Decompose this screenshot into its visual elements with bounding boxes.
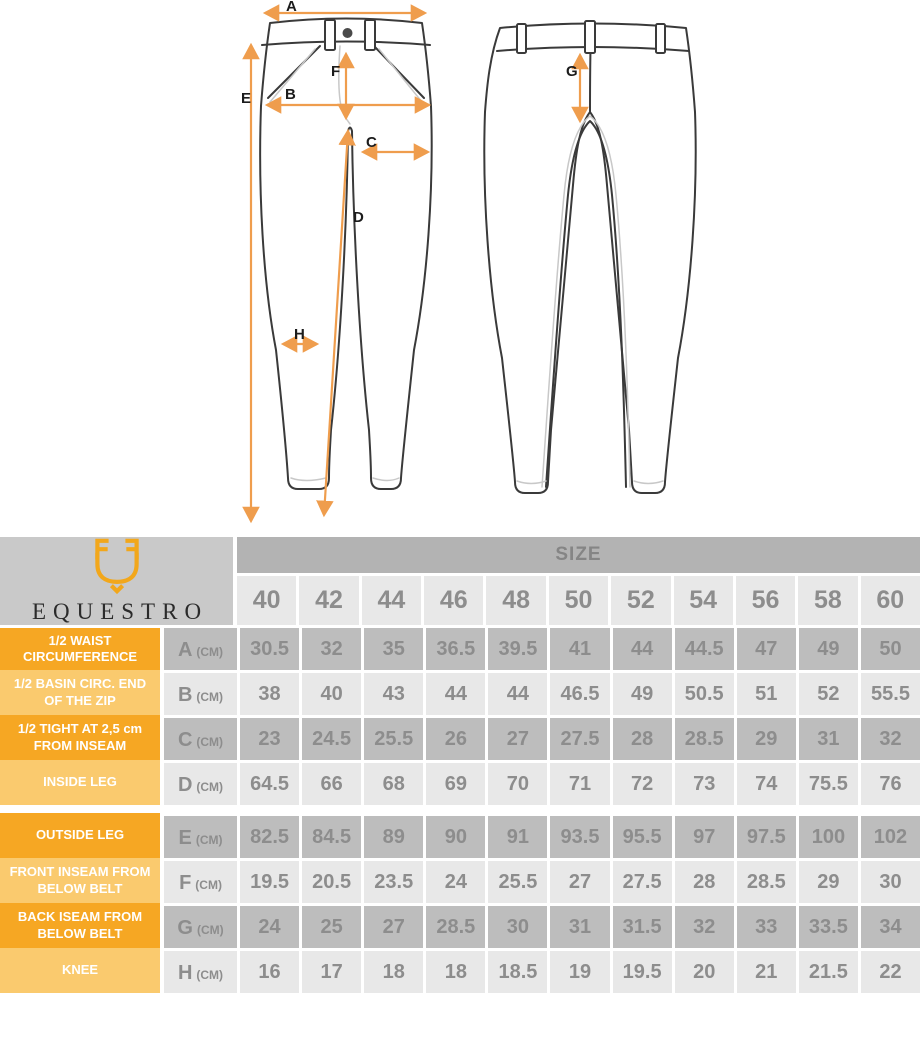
value-cell: 32 [672, 903, 734, 948]
value-cell: 23.5 [361, 858, 423, 903]
rows-group-upper [0, 625, 920, 805]
front-belt-loop-left [325, 20, 335, 50]
value-cell: 70 [485, 760, 547, 805]
size-col-header: 60 [858, 573, 920, 625]
measure-label-c: C [366, 134, 377, 151]
value-cell: 19.5 [237, 858, 299, 903]
measure-unit: (CM) [196, 690, 224, 704]
back-belt-loop-center [585, 21, 595, 53]
value-cell: 30 [858, 858, 920, 903]
brand-cell [0, 537, 237, 625]
measure-letter: G [177, 917, 193, 939]
value-cell: 46.5 [547, 670, 609, 715]
measure-letter-cell [160, 858, 237, 903]
size-col-header: 54 [671, 573, 733, 625]
value-cell: 49 [610, 670, 672, 715]
measure-unit: (CM) [196, 780, 224, 794]
back-belt-loop-left [517, 24, 526, 53]
measure-row-label: BACK ISEAM FROM BELOW BELT [0, 903, 160, 948]
value-cell: 31 [547, 903, 609, 948]
measure-unit: (CM) [195, 833, 223, 847]
value-cell: 41 [547, 625, 609, 670]
measure-letter: E [178, 827, 192, 849]
value-cell: 21 [734, 948, 796, 993]
front-belt-loop-right [365, 20, 375, 50]
value-cell: 95.5 [610, 813, 672, 858]
measure-letter: C [177, 729, 193, 751]
value-cell: 84.5 [299, 813, 361, 858]
value-cell: 20 [672, 948, 734, 993]
value-cell: 39.5 [485, 625, 547, 670]
size-col-header: 48 [483, 573, 545, 625]
table-row [0, 813, 920, 858]
value-cell: 34 [858, 903, 920, 948]
value-cell: 24 [423, 858, 485, 903]
value-cell: 40 [299, 670, 361, 715]
measure-unit: (CM) [195, 878, 222, 892]
size-col-header: 46 [421, 573, 483, 625]
table-header [0, 537, 920, 625]
value-cell: 29 [796, 858, 858, 903]
value-cell: 35 [361, 625, 423, 670]
value-cell: 18 [423, 948, 485, 993]
value-cell: 76 [858, 760, 920, 805]
value-cell: 75.5 [796, 760, 858, 805]
value-cell: 74 [734, 760, 796, 805]
measure-row-label: 1/2 BASIN CIRC. END OF THE ZIP [0, 670, 160, 715]
measure-letter-cell [160, 625, 237, 670]
value-cell: 20.5 [299, 858, 361, 903]
value-cell: 66 [299, 760, 361, 805]
value-cell: 30 [485, 903, 547, 948]
rows-group-lower [0, 813, 920, 993]
value-cell: 21.5 [796, 948, 858, 993]
value-cell: 32 [858, 715, 920, 760]
measure-row-label: INSIDE LEG [0, 760, 160, 805]
value-cell: 36.5 [423, 625, 485, 670]
measure-unit: (CM) [196, 923, 224, 937]
measure-row-label: FRONT INSEAM FROM BELOW BELT [0, 858, 160, 903]
table-row [0, 858, 920, 903]
value-cell: 27 [485, 715, 547, 760]
value-cell: 72 [610, 760, 672, 805]
table-row [0, 903, 920, 948]
table-row [0, 670, 920, 715]
value-cell: 28.5 [734, 858, 796, 903]
value-cell: 49 [796, 625, 858, 670]
size-table [0, 537, 920, 993]
value-cell: 24 [237, 903, 299, 948]
value-cell: 73 [672, 760, 734, 805]
value-cell: 28.5 [423, 903, 485, 948]
measure-letter-cell [160, 715, 237, 760]
back-view-drawing [484, 21, 695, 493]
size-col-header: 40 [237, 573, 296, 625]
value-cell: 38 [237, 670, 299, 715]
measure-label-b: B [285, 86, 296, 103]
header-columns [237, 537, 920, 625]
measure-row-label: OUTSIDE LEG [0, 813, 160, 858]
value-cell: 31.5 [610, 903, 672, 948]
measure-letter: A [177, 639, 193, 661]
value-cell: 17 [299, 948, 361, 993]
value-cell: 47 [734, 625, 796, 670]
measure-letter: H [177, 962, 193, 984]
value-cell: 28 [610, 715, 672, 760]
value-cell: 89 [361, 813, 423, 858]
value-cell: 31 [796, 715, 858, 760]
measure-label-f: F [331, 63, 341, 80]
value-cell: 102 [858, 813, 920, 858]
brand-name: EQUESTRO [31, 599, 209, 624]
measure-unit: (CM) [196, 645, 224, 659]
value-cell: 18.5 [485, 948, 547, 993]
value-cell: 68 [361, 760, 423, 805]
value-cell: 82.5 [237, 813, 299, 858]
measure-letter: B [177, 684, 193, 706]
value-cell: 91 [485, 813, 547, 858]
value-cell: 19.5 [610, 948, 672, 993]
measure-letter-cell [160, 948, 237, 993]
measure-letter-cell [160, 670, 237, 715]
table-row [0, 760, 920, 805]
measure-row-label: 1/2 WAIST CIRCUMFERENCE [0, 625, 160, 670]
measure-letter: D [177, 774, 193, 796]
value-cell: 44 [485, 670, 547, 715]
measure-row-label: KNEE [0, 948, 160, 993]
value-cell: 55.5 [858, 670, 920, 715]
measure-unit: (CM) [196, 968, 224, 982]
value-cell: 100 [796, 813, 858, 858]
equestro-shield-logo-icon [89, 537, 145, 595]
table-row [0, 715, 920, 760]
size-col-header: 52 [608, 573, 670, 625]
value-cell: 16 [237, 948, 299, 993]
value-cell: 44 [423, 670, 485, 715]
measure-letter-cell [160, 760, 237, 805]
value-cell: 90 [423, 813, 485, 858]
value-cell: 43 [361, 670, 423, 715]
value-cell: 24.5 [299, 715, 361, 760]
value-cell: 26 [423, 715, 485, 760]
value-cell: 28 [672, 858, 734, 903]
measure-unit: (CM) [196, 735, 224, 749]
value-cell: 28.5 [672, 715, 734, 760]
value-cell: 29 [734, 715, 796, 760]
value-cell: 27 [547, 858, 609, 903]
value-cell: 27.5 [610, 858, 672, 903]
measure-label-d: D [353, 209, 364, 226]
table-row [0, 948, 920, 993]
value-cell: 69 [423, 760, 485, 805]
value-cell: 27 [361, 903, 423, 948]
measure-label-g: G [566, 63, 578, 80]
value-cell: 23 [237, 715, 299, 760]
size-col-header: 42 [296, 573, 358, 625]
measure-label-h: H [294, 326, 305, 343]
value-cell: 44.5 [672, 625, 734, 670]
value-cell: 30.5 [237, 625, 299, 670]
value-cell: 27.5 [547, 715, 609, 760]
table-row [0, 625, 920, 670]
value-cell: 51 [734, 670, 796, 715]
value-cell: 97 [672, 813, 734, 858]
size-col-header: 56 [733, 573, 795, 625]
value-cell: 32 [299, 625, 361, 670]
value-cell: 18 [361, 948, 423, 993]
front-button [343, 28, 353, 38]
value-cell: 50.5 [672, 670, 734, 715]
value-cell: 33 [734, 903, 796, 948]
value-cell: 64.5 [237, 760, 299, 805]
size-col-header: 44 [359, 573, 421, 625]
size-col-header: 50 [546, 573, 608, 625]
value-cell: 19 [547, 948, 609, 993]
size-banner: SIZE [237, 537, 920, 573]
value-cell: 50 [858, 625, 920, 670]
measure-letter-cell [160, 903, 237, 948]
value-cell: 25.5 [485, 858, 547, 903]
value-cell: 44 [610, 625, 672, 670]
value-cell: 71 [547, 760, 609, 805]
value-cell: 25.5 [361, 715, 423, 760]
group-separator [0, 805, 920, 813]
value-cell: 33.5 [796, 903, 858, 948]
value-cell: 22 [858, 948, 920, 993]
measure-letter-cell [160, 813, 237, 858]
value-cell: 93.5 [547, 813, 609, 858]
value-cell: 25 [299, 903, 361, 948]
measure-letter: F [179, 872, 192, 894]
value-cell: 52 [796, 670, 858, 715]
back-belt-loop-right [656, 24, 665, 53]
value-cell: 97.5 [734, 813, 796, 858]
measure-label-a: A [286, 0, 297, 15]
measure-label-e: E [241, 90, 252, 107]
size-row [237, 573, 920, 625]
size-col-header: 58 [795, 573, 857, 625]
measure-row-label: 1/2 TIGHT AT 2,5 cm FROM INSEAM [0, 715, 160, 760]
